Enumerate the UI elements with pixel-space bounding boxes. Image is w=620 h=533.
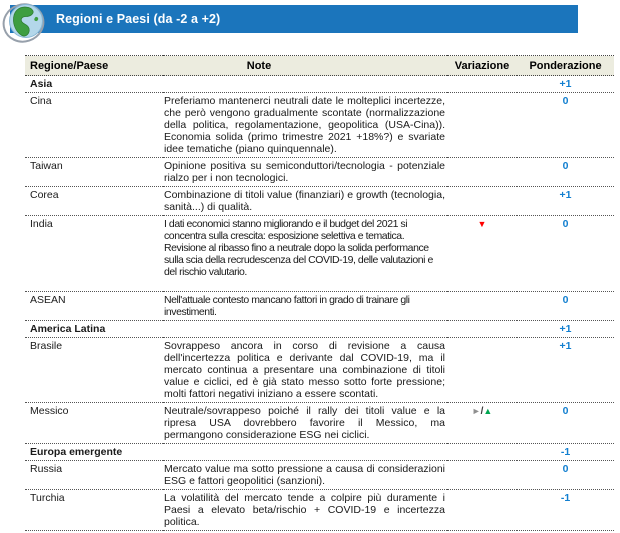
- region-name: Cina: [25, 93, 163, 158]
- note-text: La volatilità del mercato tende a colpire più duramente i Paesi a elevato beta/rischio + COVID-19 e incertezza politica.: [163, 490, 447, 531]
- region-name: Asia: [25, 76, 163, 93]
- country-row: [25, 93, 614, 158]
- country-row: [25, 187, 614, 216]
- note-text: I dati economici stanno migliorando e il budget del 2021 si concentra sulla crescita: esposizione selettiva e tematica. Revisione al ribasso fino a neutrale dopo la solida performance sulla scia della recrudescenza del COVID-19, delle valutazioni e del rischio valutario.: [163, 216, 447, 292]
- variation-cell: [447, 321, 517, 338]
- note-text: Combinazione di titoli value (finanziari) e growth (tecnologia, sanità...) di qualità.: [163, 187, 447, 216]
- region-name: ASEAN: [25, 292, 163, 321]
- weight-value: +1: [517, 321, 614, 338]
- weight-value: +1: [517, 187, 614, 216]
- country-row: [25, 216, 614, 292]
- weight-value: +1: [517, 76, 614, 93]
- weight-value: 0: [517, 216, 614, 292]
- country-row: [25, 292, 614, 321]
- country-row: [25, 158, 614, 187]
- weight-value: 0: [517, 403, 614, 444]
- weight-value: -1: [517, 444, 614, 461]
- note-text: Opinione positiva su semiconduttori/tecnologia - potenziale rialzo per i non tecnologici.: [163, 158, 447, 187]
- triangle-up-icon: ▲: [483, 406, 493, 416]
- col-header-variazione: Variazione: [447, 56, 517, 76]
- region-row: [25, 76, 614, 93]
- table-body: [25, 76, 614, 531]
- weight-value: 0: [517, 158, 614, 187]
- variation-cell: [447, 93, 517, 158]
- regions-table: [25, 55, 614, 531]
- globe-icon: [2, 0, 46, 44]
- weight-value: -1: [517, 490, 614, 531]
- variation-cell: [447, 461, 517, 490]
- variation-cell: [447, 490, 517, 531]
- variation-cell: [447, 292, 517, 321]
- region-name: Taiwan: [25, 158, 163, 187]
- variation-cell: [447, 187, 517, 216]
- col-header-ponderazione: Ponderazione: [517, 56, 614, 76]
- variation-cell: [447, 76, 517, 93]
- variation-cell: [447, 338, 517, 403]
- triangle-down-icon: ▼: [477, 219, 487, 229]
- variation-cell: [447, 403, 517, 444]
- region-row: [25, 321, 614, 338]
- country-row: [25, 490, 614, 531]
- weight-value: 0: [517, 292, 614, 321]
- weight-value: 0: [517, 93, 614, 158]
- col-header-regione-paese: Regione/Paese: [25, 56, 163, 76]
- region-row: [25, 444, 614, 461]
- country-row: [25, 403, 614, 444]
- slash-separator: /: [480, 406, 484, 417]
- weight-value: 0: [517, 461, 614, 490]
- region-name: Brasile: [25, 338, 163, 403]
- col-header-note: Note: [163, 56, 447, 76]
- note-text: Preferiamo mantenerci neutrali date le molteplici incertezze, che però vengono gradualmente scontate (normalizzazione della politica, regolamentazione, geopolitica (USA-Cina)). Economia solida (primo trimestre 2021 +18%?) e svariate idee tematiche (piano quinquennale).: [163, 93, 447, 158]
- note-text: [163, 444, 447, 461]
- note-text: Mercato value ma sotto pressione a causa di considerazioni ESG e fattori geopolitici (sanzioni).: [163, 461, 447, 490]
- variation-cell: [447, 444, 517, 461]
- note-text: Nell'attuale contesto mancano fattori in grado di trainare gli investimenti.: [163, 292, 447, 321]
- section-title-bar: [10, 5, 578, 33]
- variation-cell: [447, 158, 517, 187]
- table-header-row: [25, 56, 614, 76]
- country-row: [25, 338, 614, 403]
- region-name: Messico: [25, 403, 163, 444]
- region-name: Europa emergente: [25, 444, 163, 461]
- country-row: [25, 461, 614, 490]
- region-name: India: [25, 216, 163, 292]
- region-name: Russia: [25, 461, 163, 490]
- weight-value: +1: [517, 338, 614, 403]
- triangle-right-icon: ►: [471, 406, 481, 416]
- region-name: Corea: [25, 187, 163, 216]
- note-text: [163, 321, 447, 338]
- variation-cell: [447, 216, 517, 292]
- region-name: Turchia: [25, 490, 163, 531]
- section-title: Regioni e Paesi (da -2 a +2): [56, 12, 221, 26]
- note-text: [163, 76, 447, 93]
- note-text: Neutrale/sovrappeso poiché il rally dei titoli value e la ripresa USA dovrebbero favorire il Messico, ma permangono considerazione ESG nei ciclici.: [163, 403, 447, 444]
- note-text: Sovrappeso ancora in corso di revisione a causa dell'incertezza politica e derivante dal COVID-19, ma il mercato continua a presentare una combinazione di titoli value e ciclici, ed è già stato messo sotto forte pressione; molti fattori negativi iniziano a essere scontati.: [163, 338, 447, 403]
- region-name: America Latina: [25, 321, 163, 338]
